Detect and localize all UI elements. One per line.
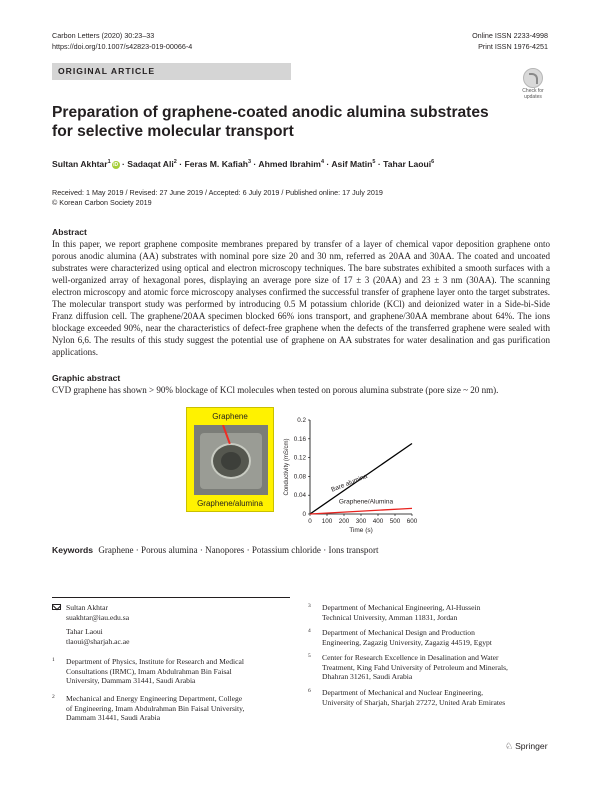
publisher-name: Springer — [515, 741, 548, 751]
series-line-1 — [310, 508, 412, 514]
history-dates: Received: 1 May 2019 / Revised: 27 June 2019 / Accepted: 6 July 2019 / Published online: 17 July 2019 — [52, 188, 383, 197]
series-label-bare-alumina: Bare alumina — [330, 472, 369, 494]
author-name[interactable]: Asif Matin — [331, 158, 373, 169]
orcid-icon[interactable]: iD — [113, 161, 119, 168]
article-type-banner: ORIGINAL ARTICLE — [52, 63, 291, 80]
abstract-text: In this paper, we report graphene composite membranes prepared by transfer of a layer of chemical vapor deposition graphene onto porous anodic alumina (AA) substrates with nominal pore size 20 and 30 nm, referred as 20AA and 30AA. The coated and uncoated substrates were characterized using optical and electron microscopy techniques. The bare substrates exhibited a smooth surfaces with a well-organized array of hexagonal pores, displaying an average pore size of 17 ± 3 (20AA) and 23 ± 3 nm (30AA). The scanning electron microscopy and atomic force microscopy analyses confirmed the successful transfer of graphene layer onto the target substrates. The molecular transport study was performed by introducing 0.5 M potassium chloride (KCl) and deionized water in a Side-bi-Side Franz diffusion cell. The graphene/20AA specimen blocked 66% ions transport, and graphene/30AA membrane about 64%. The ions blockage exceeded 90%, near the characteristics of defect-free graphene when the defects of the transferred graphene were sealed with Nylon 6,6. The results of this study suggest the potential use of graphene on AA substrates for water desalination and gas purification applications. — [52, 239, 550, 357]
author-name[interactable]: Ahmed Ibrahim — [258, 158, 321, 169]
graphic-abstract-text: CVD graphene has shown > 90% blockage of KCl molecules when tested on porous alumina substrate (pore size ~ 20 nm). — [52, 385, 499, 395]
author-list: Sultan Akhtar$^1$ iD · Sadaqat Ali$^2$ · Feras M. Kafiah$^3$ · Ahmed Ibrahim$^4$ · Asif Matin$^5$ · Tahar Laoui$^6$ — [52, 158, 435, 169]
x-tick-label: 300 — [355, 518, 367, 525]
author-name[interactable]: Feras M. Kafiah — [184, 158, 248, 169]
envelope-icon — [52, 604, 61, 610]
y-tick-label: 0.08 — [293, 473, 306, 481]
journal-citation: Carbon Letters (2020) 30:23–33 — [52, 31, 155, 40]
affiliation-4: 4 Department of Mechanical Design and Production Engineering, Zagazig University, Zagazig 44519, Egypt — [308, 628, 492, 647]
affiliation-1: 1 Department of Physics, Institute for Research and Medical Consultations (IRMC), Imam Abdulrahman Bin Faisal University, Dammam 31441, Saudi Arabia — [52, 657, 244, 686]
affiliation-3: 3 Department of Mechanical Engineering, Al-Hussein Technical University, Amman 11831, Jordan — [308, 603, 481, 622]
issn-online: Online ISSN 2233-4998 — [472, 31, 548, 40]
x-axis-label: Time (s) — [349, 527, 373, 534]
y-tick-label: 0 — [302, 511, 306, 518]
author-name[interactable]: Tahar Laoui — [383, 158, 432, 169]
publication-dates — [52, 188, 383, 208]
author-name[interactable]: Sadaqat Ali — [127, 158, 174, 169]
x-tick-label: 100 — [321, 518, 333, 525]
check-for-updates-button[interactable] — [518, 68, 548, 100]
affiliation-5: 5 Center for Research Excellence in Desalination and Water Treatment, King Fahd University of Petroleum and Minerals, Dhahran 31261, Saudi Arabia — [308, 653, 508, 682]
x-tick-label: 0 — [308, 518, 312, 525]
conductivity-chart — [280, 408, 430, 534]
footnote-divider — [52, 597, 290, 598]
correspondence-2 — [52, 627, 292, 647]
journal-header-left — [52, 31, 192, 52]
springer-horse-icon: ♘ — [505, 741, 514, 751]
affiliation-2: 2 Mechanical and Energy Engineering Department, College of Engineering, Imam Abdulrahman Bin Faisal University, Dammam 31441, Saudi Arabia — [52, 694, 245, 723]
keywords-list: Graphene · Porous alumina · Nanopores · Potassium chloride · Ions transport — [98, 545, 379, 555]
correspondence-name: Tahar Laoui — [66, 627, 103, 636]
y-tick-label: 0.12 — [293, 454, 306, 462]
doi-link[interactable]: https://doi.org/10.1007/s42823-019-00066-4 — [52, 41, 193, 51]
y-tick-label: 0.04 — [293, 492, 306, 500]
check-updates-icon — [523, 68, 543, 88]
correspondence-name: Sultan Akhtar — [66, 603, 108, 612]
graphic-abstract-photo — [186, 407, 274, 512]
author-name[interactable]: Sultan Akhtar — [52, 158, 108, 169]
keywords — [52, 544, 378, 556]
y-tick-label: 0.16 — [293, 435, 306, 443]
copyright: © Korean Carbon Society 2019 — [52, 198, 152, 208]
photo-label-graphene-alumina: Graphene/alumina — [197, 499, 263, 508]
graphic-abstract-heading: Graphic abstract — [52, 373, 121, 383]
y-tick-label: 0.2 — [297, 417, 306, 424]
x-tick-label: 600 — [406, 518, 418, 525]
article-title: Preparation of graphene-coated anodic alumina substrates for selective molecular transport — [52, 104, 489, 140]
series-label-graphene-alumina: Graphene/Alumina — [338, 498, 394, 506]
check-updates-label: Check for updates — [522, 88, 544, 100]
x-tick-label: 400 — [372, 518, 384, 525]
correspondence-1 — [52, 603, 292, 623]
correspondence-email[interactable]: tlaoui@sharjah.ac.ae — [66, 636, 130, 646]
correspondence-email[interactable]: suakhtar@iau.edu.sa — [66, 612, 130, 622]
journal-header-right — [472, 31, 548, 52]
photo-label-graphene: Graphene — [212, 412, 248, 421]
abstract-heading: Abstract — [52, 227, 87, 237]
affiliation-6: 6 Department of Mechanical and Nuclear Engineering, University of Sharjah, Sharjah 27272, United Arab Emirates — [308, 688, 506, 707]
x-tick-label: 200 — [338, 518, 350, 525]
y-axis-label: Conductivity (mS/cm) — [284, 438, 290, 496]
membrane-photo — [194, 425, 268, 495]
x-tick-label: 500 — [389, 518, 401, 525]
issn-print: Print ISSN 1976-4251 — [478, 41, 548, 51]
keywords-heading: Keywords — [52, 545, 94, 555]
publisher-logo — [505, 741, 548, 752]
